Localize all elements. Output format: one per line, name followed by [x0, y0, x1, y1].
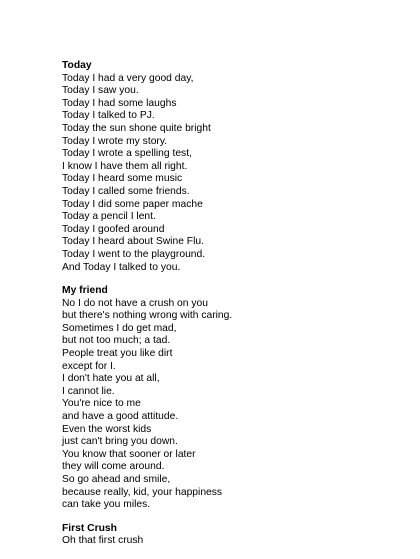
poem-line: and have a good attitude. — [62, 411, 179, 423]
poem-line: just can't bring you down. — [62, 436, 178, 448]
poem-line: Today I called some friends. — [62, 185, 190, 197]
poem-line: they will come around. — [62, 461, 165, 473]
poem-line: Today I saw you. — [62, 85, 139, 97]
poem-line: Today I had a very good day, — [62, 72, 194, 84]
poem-title: Today — [62, 60, 92, 71]
poem-line: Today I goofed around — [62, 223, 165, 235]
poem-line: So go ahead and smile, — [62, 474, 171, 485]
poem-line: Oh that first crush — [62, 535, 144, 547]
poem-line: Today I wrote a spelling test, — [62, 148, 192, 160]
poem-line: Today I wrote my story. — [62, 135, 168, 147]
poem-line: Today I did some paper mache — [62, 198, 203, 210]
poem-line: I don't hate you at all, — [62, 373, 160, 385]
document-page — [62, 60, 362, 559]
poem-line: Today I heard some music — [62, 173, 183, 185]
poem-line: Today I went to the playground. — [62, 248, 206, 260]
poem-first-crush — [62, 523, 362, 548]
poem-line: And Today I talked to you. — [62, 261, 181, 273]
poem-line: but not too much; a tad. — [62, 335, 171, 347]
poem-line: Today a pencil I lent. — [62, 211, 156, 223]
poem-line: Even the worst kids — [62, 423, 152, 435]
poem-today — [62, 60, 362, 274]
poem-line: Today I talked to PJ. — [62, 110, 155, 122]
poem-line: except for I. — [62, 360, 116, 372]
poem-line: Today I heard about Swine Flu. — [62, 236, 204, 248]
poem-line: I cannot lie. — [62, 385, 115, 397]
poem-line: I know I have them all right. — [62, 160, 188, 172]
poem-line: Today the sun shone quite bright — [62, 122, 211, 134]
poem-line: but there's nothing wrong with caring. — [62, 310, 233, 322]
poem-title: My friend — [62, 285, 108, 297]
poem-title: First Crush — [62, 522, 117, 534]
poem-line: because really, kid, your happiness — [62, 486, 223, 498]
poem-line: Sometimes I do get mad, — [62, 322, 177, 334]
poem-line: No I do not have a crush on you — [62, 297, 208, 309]
poem-my-friend — [62, 285, 362, 512]
poem-line: Today I had some laughs — [62, 97, 177, 109]
poem-line: You know that sooner or later — [62, 448, 196, 460]
poem-line: People treat you like dirt — [62, 348, 173, 360]
poem-line: You're nice to me — [62, 398, 141, 410]
poem-line: can take you miles. — [62, 499, 151, 511]
